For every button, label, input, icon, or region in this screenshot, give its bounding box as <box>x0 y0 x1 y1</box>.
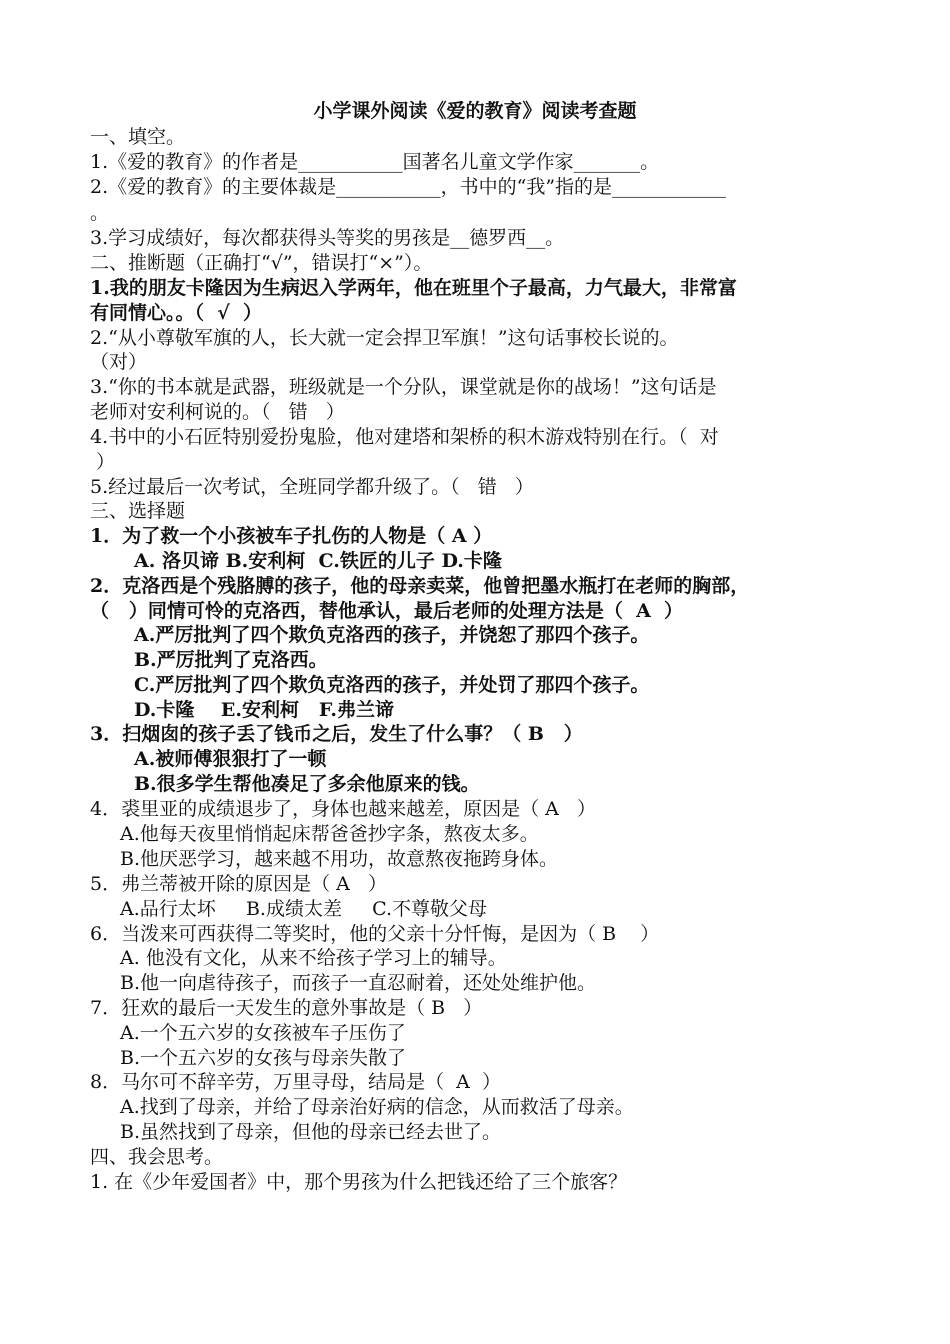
text-line: A.被师傅狠狠打了一顿 <box>134 748 327 770</box>
document-title: 小学课外阅读《爱的教育》阅读考查题 <box>313 100 637 122</box>
text-line: B.严厉批判了克洛西。 <box>134 649 328 671</box>
text-line: C.严厉批判了四个欺负克洛西的孩子，并处罚了那四个孩子。 <box>134 674 650 696</box>
text-line: 3．扫烟囱的孩子丢了钱币之后，发生了什么事？（ B ） <box>90 723 583 745</box>
text-line: 一、填空。 <box>90 126 186 148</box>
text-line: （对） <box>90 351 148 373</box>
text-line: 3.学习成绩好，每次都获得头等奖的男孩是__德罗西__。 <box>90 227 565 249</box>
text-line: 6．当泼来可西获得二等奖时，他的父亲十分忏悔，是因为（ B ） <box>90 923 660 945</box>
text-line: 老师对安利柯说的。（ 错 ） <box>90 401 345 423</box>
text-line: A. 他没有文化，从来不给孩子学习上的辅导。 <box>120 947 507 969</box>
text-line: A.品行太坏 B.成绩太差 C.不尊敬父母 <box>120 898 488 920</box>
text-line: 7．狂欢的最后一天发生的意外事故是（ B ） <box>90 997 483 1019</box>
text-line: 2.“从小尊敬军旗的人，长大就一定会捍卫军旗！”这句话事校长说的。 <box>90 327 679 349</box>
text-line: 有同情心。。（ √ ） <box>90 302 262 324</box>
text-line: 二、推断题（正确打“√”，错误打“×”）。 <box>90 252 433 274</box>
text-line: ） <box>90 451 116 473</box>
text-line: 5．弗兰蒂被开除的原因是（ A ） <box>90 873 387 895</box>
text-line: 1.《爱的教育》的作者是___________国著名儿童文学作家_______。 <box>90 151 660 173</box>
text-line: A.他每天夜里悄悄起床帮爸爸抄字条，熬夜太多。 <box>120 823 539 845</box>
text-line: 3.“你的书本就是武器，班级就是一个分队，课堂就是你的战场！”这句话是 <box>90 376 717 398</box>
text-line: 1．为了救一个小孩被车子扎伤的人物是（ A ） <box>90 525 493 547</box>
text-line: 2．克洛西是个残胳膊的孩子，他的母亲卖菜，他曾把墨水瓶打在老师的胸部， <box>90 575 750 597</box>
text-line: 2.《爱的教育》的主要体裁是___________，书中的“我”指的是____________ <box>90 176 727 198</box>
text-line: B.一个五六岁的女孩与母亲失散了 <box>120 1047 407 1069</box>
text-line: 4．裘里亚的成绩退步了，身体也越来越差，原因是（ A ） <box>90 798 596 820</box>
text-line: B.很多学生帮他凑足了多余他原来的钱。 <box>134 773 480 795</box>
text-line: 5.经过最后一次考试，全班同学都升级了。（ 错 ） <box>90 476 534 498</box>
text-line: A.找到了母亲，并给了母亲治好病的信念，从而救活了母亲。 <box>120 1096 634 1118</box>
text-line: B.他厌恶学习，越来越不用功，故意熬夜拖跨身体。 <box>120 848 559 870</box>
text-line: 8．马尔可不辞辛劳，万里寻母，结局是（ A ） <box>90 1071 501 1093</box>
text-line: D.卡隆 E.安利柯 F.弗兰谛 <box>134 699 395 721</box>
text-line: B.虽然找到了母亲，但他的母亲已经去世了。 <box>120 1121 502 1143</box>
text-line: A.一个五六岁的女孩被车子压伤了 <box>120 1022 406 1044</box>
text-line: 1. 在《少年爱国者》中，那个男孩为什么把钱还给了三个旅客？ <box>90 1171 628 1193</box>
text-line: A.严厉批判了四个欺负克洛西的孩子，并饶恕了那四个孩子。 <box>134 624 650 646</box>
text-line: B.他一向虐待孩子，而孩子一直忍耐着，还处处维护他。 <box>120 972 597 994</box>
text-line: 1.我的朋友卡隆因为生病迟入学两年，他在班里个子最高，力气最大，非常富 <box>90 277 737 299</box>
text-line: 4.书中的小石匠特别爱扮鬼脸，他对建塔和架桥的积木游戏特别在行。（ 对 <box>90 426 719 448</box>
text-line: 四、我会思考。 <box>90 1146 224 1168</box>
text-line: A. 洛贝谛 B.安利柯 C.铁匠的儿子 D.卡隆 <box>134 550 502 572</box>
text-line: 三、选择题 <box>90 500 186 522</box>
text-line: 。 <box>90 202 110 224</box>
text-line: （ ）同情可怜的克洛西，替他承认，最后老师的处理方法是（ A ） <box>90 600 684 622</box>
